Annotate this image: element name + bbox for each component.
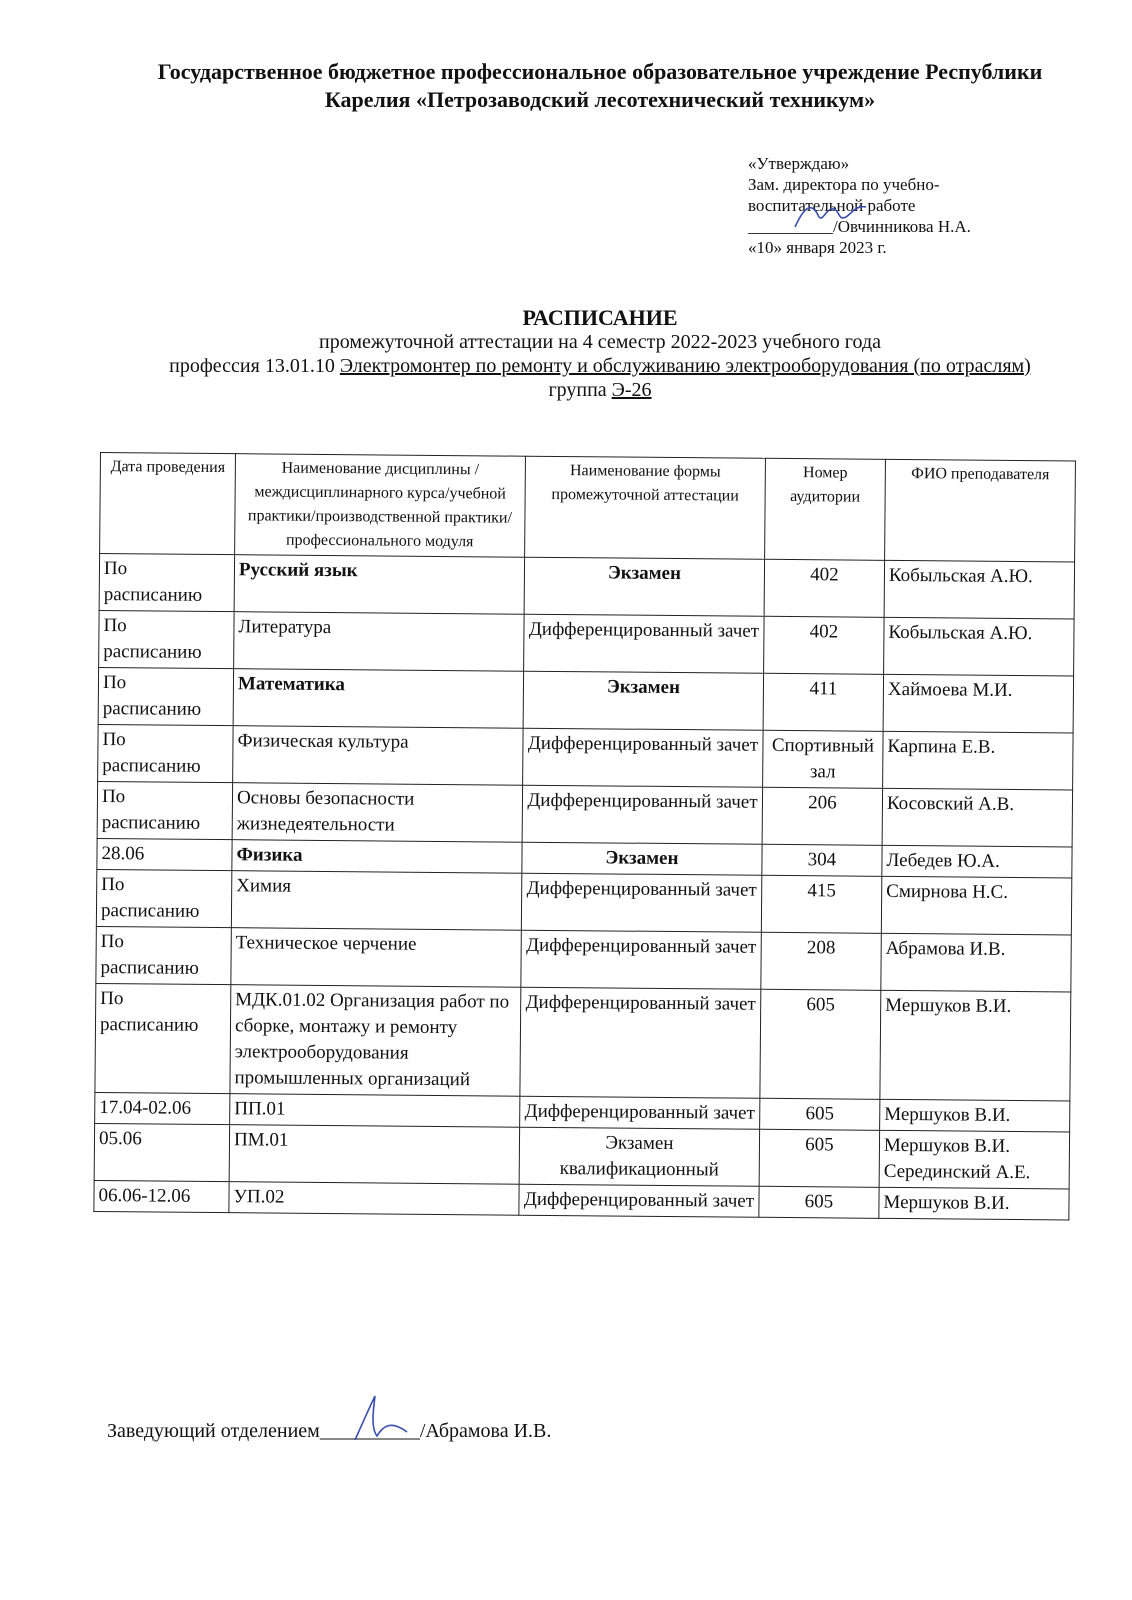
cell-room: 402 [764,616,884,674]
cell-room: 208 [761,932,881,990]
cell-date: По расписанию [99,610,234,668]
cell-date: По расписанию [97,781,232,839]
cell-room: Спортивный зал [763,730,883,788]
cell-date: По расписанию [96,869,231,927]
approval-position-2: воспитательной работе [748,196,916,215]
cell-discipline: Литература [234,612,524,672]
organization-name: Государственное бюджетное профессиональное образовательное учреждение Республики Карелия «Петрозаводский лесотехнический техникум» [157,59,1043,112]
schedule-table [93,452,1076,1220]
cell-discipline: МДК.01.02 Организация работ по сборке, монтажу и ремонту электрооборудования промышленных организаций [230,985,521,1097]
table-row [96,926,1071,992]
cell-room: 605 [760,1098,880,1130]
table-row [99,610,1074,676]
cell-discipline: Русский язык [234,555,524,615]
cell-form: Дифференцированный зачет [521,873,761,932]
table-header-row [100,453,1076,563]
cell-room: 402 [764,559,884,617]
cell-date: По расписанию [95,983,231,1093]
footer-position: Заведующий отделением [107,1420,320,1442]
cell-room: 304 [762,844,882,876]
cell-form: Экзамен квалификационный [519,1127,759,1186]
table-row [99,554,1074,620]
cell-form: Дифференцированный зачет [519,1184,759,1217]
cell-discipline: Физика [232,840,522,874]
cell-discipline: Техническое черчение [231,928,521,988]
cell-discipline: Физическая культура [233,726,523,786]
cell-form: Дифференцированный зачет [524,614,764,673]
cell-date: 05.06 [94,1123,229,1181]
cell-date: По расписанию [98,724,233,782]
header-teacher: ФИО преподавателя [885,459,1076,562]
cell-date: По расписанию [99,554,234,612]
cell-room: 411 [763,673,883,731]
cell-discipline: Химия [231,871,521,931]
document-title: РАСПИСАНИЕ [522,305,678,330]
cell-form: Дифференцированный зачет [522,785,762,844]
cell-form: Экзамен [524,557,764,616]
group-prefix: группа [548,379,607,401]
document-title-block [130,306,1070,402]
cell-date: 17.04-02.06 [95,1092,230,1124]
table-row [98,667,1073,733]
profession-prefix: профессия 13.01.10 [169,355,335,377]
cell-room: 415 [761,875,881,933]
footer-signer: __________/Абрамова И.В. [319,1420,552,1442]
cell-date: По расписанию [96,926,231,984]
cell-teacher: Косовский А.В. [882,788,1072,847]
cell-teacher: Мершуков В.И. Серединский А.Е. [879,1130,1069,1189]
table-row [97,781,1072,847]
approval-signer: __________/Овчинникова Н.А. [748,217,971,236]
group-name: Э-26 [611,379,652,401]
cell-room: 605 [759,1186,879,1218]
cell-room: 206 [762,787,882,845]
cell-room: 605 [759,1129,879,1187]
cell-date: 06.06-12.06 [94,1180,229,1212]
cell-form: Экзамен [522,842,762,875]
table-row [96,869,1071,935]
cell-form: Дифференцированный зачет [523,728,763,787]
cell-teacher: Смирнова Н.С. [881,876,1071,935]
cell-teacher: Кобыльская А.Ю. [884,560,1074,619]
header-room: Номер аудитории [765,458,886,560]
cell-discipline: УП.02 [229,1182,519,1216]
approval-date: «10» января 2023 г. [748,238,887,257]
group-line [130,378,1070,402]
cell-teacher: Абрамова И.В. [881,933,1071,992]
profession-line [130,354,1070,378]
cell-teacher: Мершуков В.И. [880,990,1071,1101]
table-row [95,983,1071,1101]
approval-position-1: Зам. директора по учебно- [748,175,940,194]
document-subtitle: промежуточной аттестации на 4 семестр 2022-2023 учебного года [319,331,881,353]
cell-teacher: Лебедев Ю.А. [882,845,1072,878]
cell-date: По расписанию [98,667,233,725]
approval-heading: «Утверждаю» [748,154,850,173]
header-form: Наименование формы промежуточной аттестации [525,456,766,559]
header-discipline: Наименование дисциплины /междисциплинарного курса/учебной практики/производственной практики/профессионального модуля [235,454,526,558]
cell-discipline: ПП.01 [230,1094,520,1128]
cell-teacher: Хаймоева М.И. [883,674,1073,733]
cell-teacher: Мершуков В.И. [880,1099,1070,1132]
cell-form: Дифференцированный зачет [520,987,761,1098]
cell-form: Экзамен [523,671,763,730]
cell-discipline: Математика [233,669,523,729]
cell-teacher: Кобыльская А.Ю. [884,617,1074,676]
cell-discipline: Основы безопасности жизнедеятельности [232,783,522,843]
cell-form: Дифференцированный зачет [520,1096,760,1129]
table-row [94,1123,1069,1189]
footer-signature-line [107,1420,551,1443]
profession-name: Электромонтер по ремонту и обслуживанию электрооборудования (по отраслям) [339,355,1031,377]
footer-signature [345,1392,415,1447]
header-date: Дата проведения [100,453,236,555]
cell-form: Дифференцированный зачет [521,930,761,989]
approval-signature [790,195,870,235]
cell-room: 605 [760,989,881,1099]
cell-teacher: Карпина Е.В. [883,731,1073,790]
table-row [98,724,1073,790]
cell-teacher: Мершуков В.И. [879,1187,1069,1220]
cell-date: 28.06 [97,838,232,870]
cell-discipline: ПМ.01 [229,1125,519,1185]
